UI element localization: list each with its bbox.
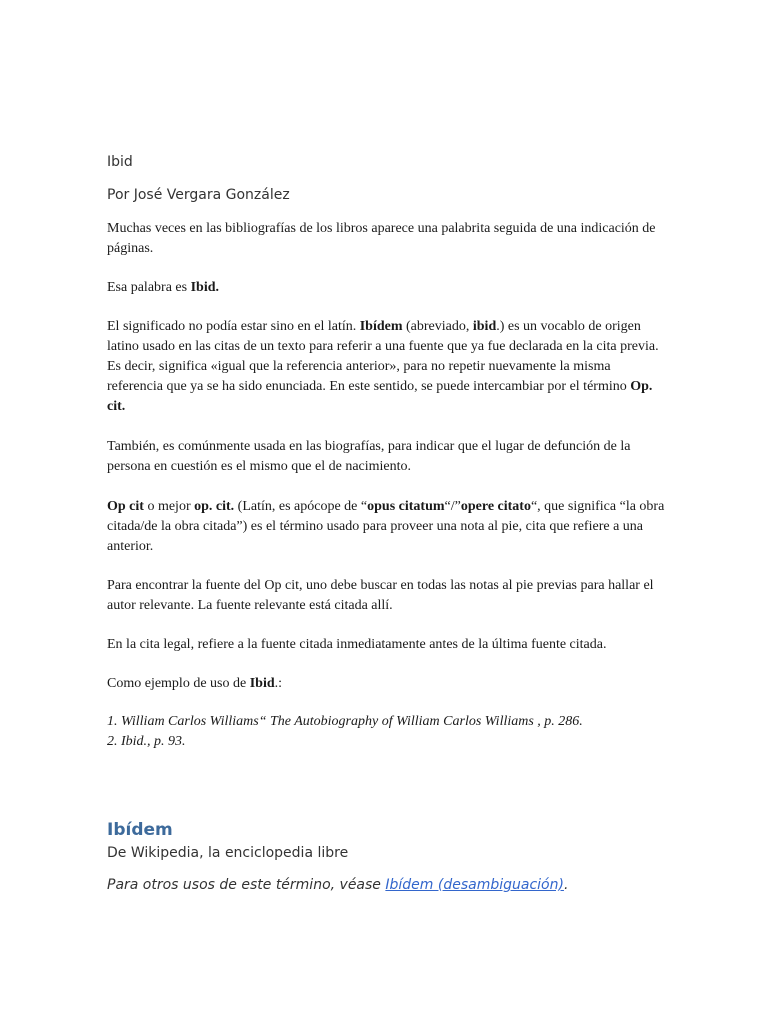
bold-span: Ibid. — [190, 280, 219, 295]
paragraph-legal: En la cita legal, refiere a la fuente citada inmediatamente antes de la última fuente citada. — [107, 637, 607, 652]
wiki-hatnote — [107, 877, 667, 893]
paragraph-word — [107, 278, 667, 298]
text-span: “, que significa “la obra citada/de la obra citada”) es el término usado para proveer una nota al pie, cita que refiere a una anterior. — [107, 499, 665, 554]
text-span: Esa palabra es — [107, 280, 191, 295]
text-span: (abreviado, — [402, 319, 473, 334]
text-span: El significado no podía estar sino en el latín. — [107, 319, 360, 334]
paragraph-intro: Muchas veces en las bibliografías de los libros aparece una palabrita seguida de una indicación de páginas. — [107, 221, 656, 256]
text-span: (Latín, es apócope de “ — [234, 499, 368, 514]
text-span: “/” — [444, 499, 461, 514]
text-span: o mejor — [143, 499, 195, 514]
text-span: .) es un vocablo de origen latino usado en las citas de un texto para referir a una fuente que ya fue declarada en la cita previa. Es decir, significa «igual que la referencia anterior», para no repetir nuevamente la misma referencia que ya se ha sido enunciada. En este sentido, se puede intercambiar por el término — [107, 319, 659, 394]
paragraph-meaning — [107, 317, 667, 417]
bold-span: Op. cit. — [107, 379, 653, 414]
example-line-2: 2. Ibid., p. 93. — [107, 734, 186, 749]
text-span: .: — [274, 676, 283, 691]
paragraph-find-source: Para encontrar la fuente del Op cit, uno debe buscar en todas las notas al pie previas para hallar el autor relevante. La fuente relevante está citada allí. — [107, 578, 654, 613]
paragraph-op-cit — [107, 497, 667, 557]
bold-span: opus citatum — [367, 499, 445, 514]
doc-title: Ibid — [107, 154, 133, 170]
wiki-heading: Ibídem — [107, 820, 173, 840]
paragraph-example — [107, 674, 667, 694]
bold-span: Op cit — [107, 499, 144, 514]
bold-span: Ibid — [249, 676, 275, 691]
text-span: Para otros usos de este término, véase — [107, 877, 386, 893]
bold-span: op. cit. — [194, 499, 235, 514]
bold-span: Ibídem — [359, 319, 403, 334]
wiki-subtitle: De Wikipedia, la enciclopedia libre — [107, 845, 349, 861]
bold-span: opere citato — [460, 499, 531, 514]
paragraph-biographies: También, es comúnmente usada en las biografías, para indicar que el lugar de defunción de la persona en cuestión es el mismo que el de nacimiento. — [107, 439, 631, 474]
text-span: Como ejemplo de uso de — [107, 676, 250, 691]
text-span: . — [563, 877, 569, 893]
bold-span: ibid — [472, 319, 497, 334]
disambiguation-link[interactable]: Ibídem (desambiguación) — [385, 877, 564, 893]
example-line-1: 1. William Carlos Williams“ The Autobiography of William Carlos Williams , p. 286. — [107, 714, 583, 729]
doc-author: Por José Vergara González — [107, 187, 290, 203]
